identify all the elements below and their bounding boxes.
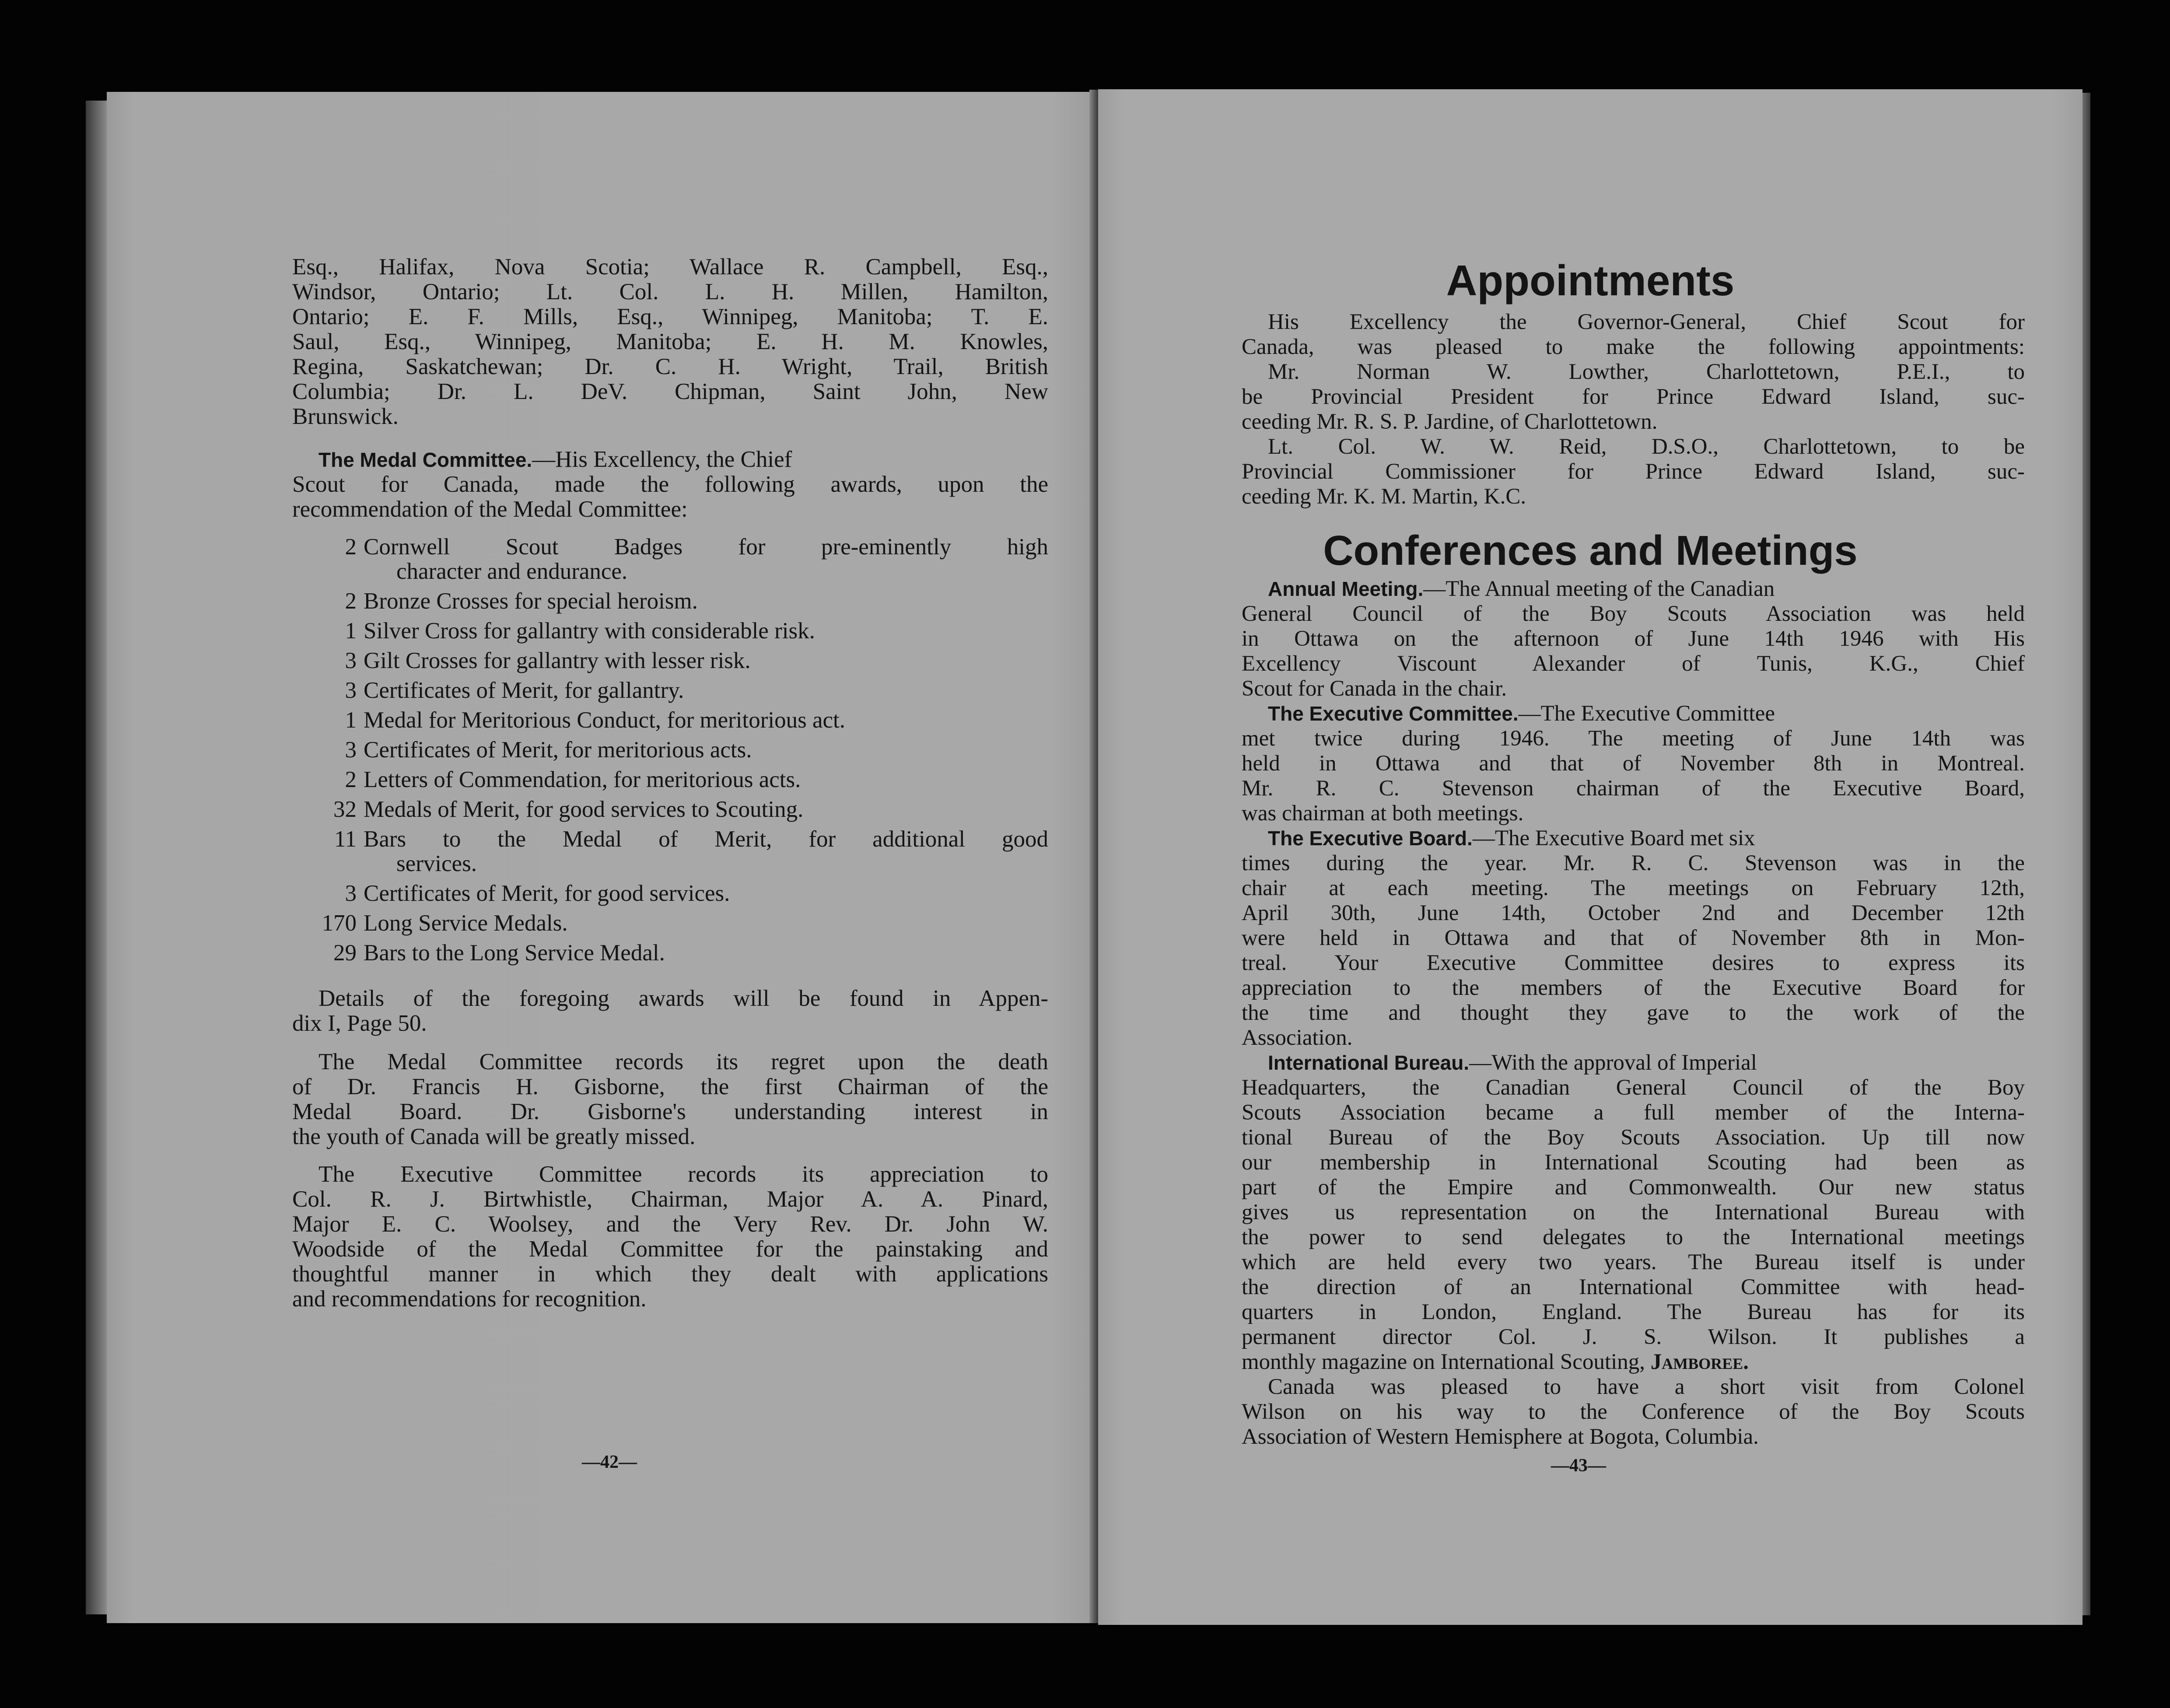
text-line: the time and thought they gave to the work of the: [1242, 1001, 2025, 1025]
text-line: General Council of the Boy Scouts Association was held: [1242, 602, 2025, 626]
award-description: Long Service Medals.: [364, 910, 568, 936]
award-count: 2: [345, 534, 357, 560]
book-edge-right: [2082, 93, 2090, 1615]
award-description: Letters of Commendation, for meritorious acts.: [364, 767, 801, 792]
award-count: 11: [334, 826, 357, 852]
text-line: met twice during 1946. The meeting of June 14th was: [1242, 726, 2025, 751]
award-description: Certificates of Merit, for meritorious acts.: [364, 737, 752, 763]
text-line: Regina, Saskatchewan; Dr. C. H. Wright, Trail, British: [292, 354, 1048, 379]
text-run: monthly magazine on International Scouting,: [1242, 1350, 1651, 1374]
text-line: tional Bureau of the Boy Scouts Association. Up till now: [1242, 1125, 2025, 1150]
page-right: [1098, 89, 2082, 1625]
text-run: —With the approval of Imperial: [1469, 1050, 1757, 1075]
medal-committee-heading: The Medal Committee.: [318, 448, 532, 471]
text-line: which are held every two years. The Bureau itself is under: [1242, 1250, 2025, 1274]
award-description: Medals of Merit, for good services to Scouting.: [364, 797, 804, 822]
text-line: [1268, 826, 1755, 851]
page-left: [107, 92, 1096, 1623]
text-line: [1242, 1350, 1749, 1375]
text-line: Columbia; Dr. L. DeV. Chipman, Saint John, New: [292, 379, 1048, 404]
text-line: and recommendations for recognition.: [292, 1286, 647, 1312]
text-line: held in Ottawa and that of November 8th in Montreal.: [1242, 751, 2025, 776]
text-line: Lt. Col. W. W. Reid, D.S.O., Charlottetown, to be: [1268, 434, 2025, 459]
text-line: Scout for Canada in the chair.: [1242, 676, 1507, 701]
award-description: Medal for Meritorious Conduct, for meritorious act.: [364, 707, 845, 733]
award-description: Certificates of Merit, for good services.: [364, 881, 730, 906]
award-count: 32: [333, 797, 357, 822]
text-line: ceeding Mr. R. S. P. Jardine, of Charlottetown.: [1242, 410, 1658, 434]
page-number: —43—: [1551, 1456, 1606, 1476]
conferences-heading: Conferences and Meetings: [1323, 527, 1858, 574]
award-count: 2: [345, 588, 357, 614]
text-line: Windsor, Ontario; Lt. Col. L. H. Millen, Hamilton,: [292, 279, 1048, 304]
text-line: Mr. R. C. Stevenson chairman of the Executive Board,: [1242, 776, 2025, 801]
text-line: Scouts Association became a full member of the Interna-: [1242, 1100, 2025, 1125]
award-description-continued: services.: [396, 851, 477, 876]
text-line: Medal Board. Dr. Gisborne's understanding interest in: [292, 1099, 1048, 1124]
book-edge-left: [86, 101, 107, 1614]
text-line: quarters in London, England. The Bureau has for its: [1242, 1300, 2025, 1324]
award-description: Gilt Crosses for gallantry with lesser risk.: [364, 648, 751, 673]
award-description: Bars to the Medal of Merit, for additional good: [364, 826, 1048, 852]
award-description: Bars to the Long Service Medal.: [364, 940, 665, 966]
text-line: the power to send delegates to the International meetings: [1242, 1225, 2025, 1250]
text-line: Scout for Canada, made the following awards, upon the: [292, 472, 1048, 497]
text-line: part of the Empire and Commonwealth. Our new status: [1242, 1175, 2025, 1200]
text-line: Association of Western Hemisphere at Bogota, Columbia.: [1242, 1424, 1759, 1449]
text-line: the youth of Canada will be greatly missed.: [292, 1124, 696, 1149]
page-number: —42—: [582, 1452, 637, 1472]
award-count: 3: [345, 881, 357, 906]
award-description-continued: character and endurance.: [396, 559, 628, 584]
text-line: Col. R. J. Birtwhistle, Chairman, Major A. A. Pinard,: [292, 1186, 1048, 1212]
text-line: thoughtful manner in which they dealt with applications: [292, 1261, 1048, 1287]
award-description: Bronze Crosses for special heroism.: [364, 588, 698, 614]
text-run: —The Annual meeting of the Canadian: [1423, 577, 1775, 601]
text-line: appreciation to the members of the Executive Board for: [1242, 976, 2025, 1000]
text-line: Saul, Esq., Winnipeg, Manitoba; E. H. M. Knowles,: [292, 329, 1048, 354]
award-count: 1: [345, 707, 357, 733]
text-line: ceeding Mr. K. M. Martin, K.C.: [1242, 484, 1526, 509]
award-description: Certificates of Merit, for gallantry.: [364, 678, 684, 703]
text-line: recommendation of the Medal Committee:: [292, 497, 688, 522]
text-line: His Excellency the Governor-General, Chief Scout for: [1268, 310, 2025, 334]
text-line: [1268, 577, 2025, 602]
text-line: gives us representation on the International Bureau with: [1242, 1200, 2025, 1225]
text-line: The Executive Committee records its appreciation to: [318, 1162, 1048, 1187]
text-line: the direction of an International Committee with head-: [1242, 1275, 2025, 1299]
text-line: Woodside of the Medal Committee for the painstaking and: [292, 1236, 1048, 1262]
text-line: Esq., Halifax, Nova Scotia; Wallace R. Campbell, Esq.,: [292, 254, 1048, 280]
text-line: treal. Your Executive Committee desires to express its: [1242, 951, 2025, 975]
text-line: Wilson on his way to the Conference of the Boy Scouts: [1242, 1400, 2025, 1424]
text-line: permanent director Col. J. S. Wilson. It publishes a: [1242, 1325, 2025, 1349]
text-line: Major E. C. Woolsey, and the Very Rev. Dr. John W.: [292, 1211, 1048, 1237]
text-line: [318, 447, 1048, 472]
text-line: chair at each meeting. The meetings on February 12th,: [1242, 876, 2025, 900]
text-line: was chairman at both meetings.: [1242, 801, 1524, 826]
award-description: Silver Cross for gallantry with considerable risk.: [364, 618, 815, 644]
text-line: be Provincial President for Prince Edward Island, suc-: [1242, 385, 2025, 409]
text-run: —The Executive Board met six: [1472, 826, 1755, 850]
text-line: Brunswick.: [292, 404, 399, 429]
text-line: [1268, 701, 1775, 726]
text-run: —The Executive Committee: [1518, 701, 1775, 726]
award-count: 170: [322, 910, 357, 936]
appointments-heading: Appointments: [1446, 256, 1735, 304]
text-line: Association.: [1242, 1026, 1353, 1050]
text-line: were held in Ottawa and that of November 8th in Mon-: [1242, 926, 2025, 950]
text-run: —His Excellency, the Chief: [532, 447, 792, 472]
text-line: Provincial Commissioner for Prince Edward Island, suc-: [1242, 459, 2025, 484]
award-count: 3: [345, 648, 357, 673]
text-line: times during the year. Mr. R. C. Stevenson was in the: [1242, 851, 2025, 875]
international-bureau-heading: International Bureau.: [1268, 1051, 1470, 1074]
jamboree-magazine-name: Jamboree.: [1650, 1350, 1749, 1374]
text-line: Ontario; E. F. Mills, Esq., Winnipeg, Manitoba; T. E.: [292, 304, 1048, 329]
award-count: 1: [345, 618, 357, 644]
executive-board-heading: The Executive Board.: [1268, 827, 1473, 850]
award-count: 3: [345, 678, 357, 703]
text-line: of Dr. Francis H. Gisborne, the first Chairman of the: [292, 1074, 1048, 1099]
text-line: The Medal Committee records its regret upon the death: [318, 1049, 1048, 1074]
text-line: [1268, 1050, 1757, 1075]
award-description: Cornwell Scout Badges for pre-eminently high: [364, 534, 1048, 560]
text-line: Canada was pleased to have a short visit from Colonel: [1268, 1375, 2025, 1399]
award-count: 3: [345, 737, 357, 763]
annual-meeting-heading: Annual Meeting.: [1268, 578, 1424, 600]
text-line: Excellency Viscount Alexander of Tunis, K.G., Chief: [1242, 651, 2025, 676]
award-count: 29: [333, 940, 357, 966]
executive-committee-heading: The Executive Committee.: [1268, 702, 1519, 725]
text-line: Canada, was pleased to make the following appointments:: [1242, 335, 2025, 359]
text-line: Headquarters, the Canadian General Council of the Boy: [1242, 1075, 2025, 1100]
text-line: April 30th, June 14th, October 2nd and December 12th: [1242, 901, 2025, 925]
award-count: 2: [345, 767, 357, 792]
text-line: in Ottawa on the afternoon of June 14th 1946 with His: [1242, 626, 2025, 651]
text-line: our membership in International Scouting had been as: [1242, 1150, 2025, 1175]
text-line: dix I, Page 50.: [292, 1011, 427, 1036]
text-line: Details of the foregoing awards will be found in Appen-: [318, 986, 1048, 1011]
text-line: Mr. Norman W. Lowther, Charlottetown, P.E.I., to: [1268, 360, 2025, 384]
